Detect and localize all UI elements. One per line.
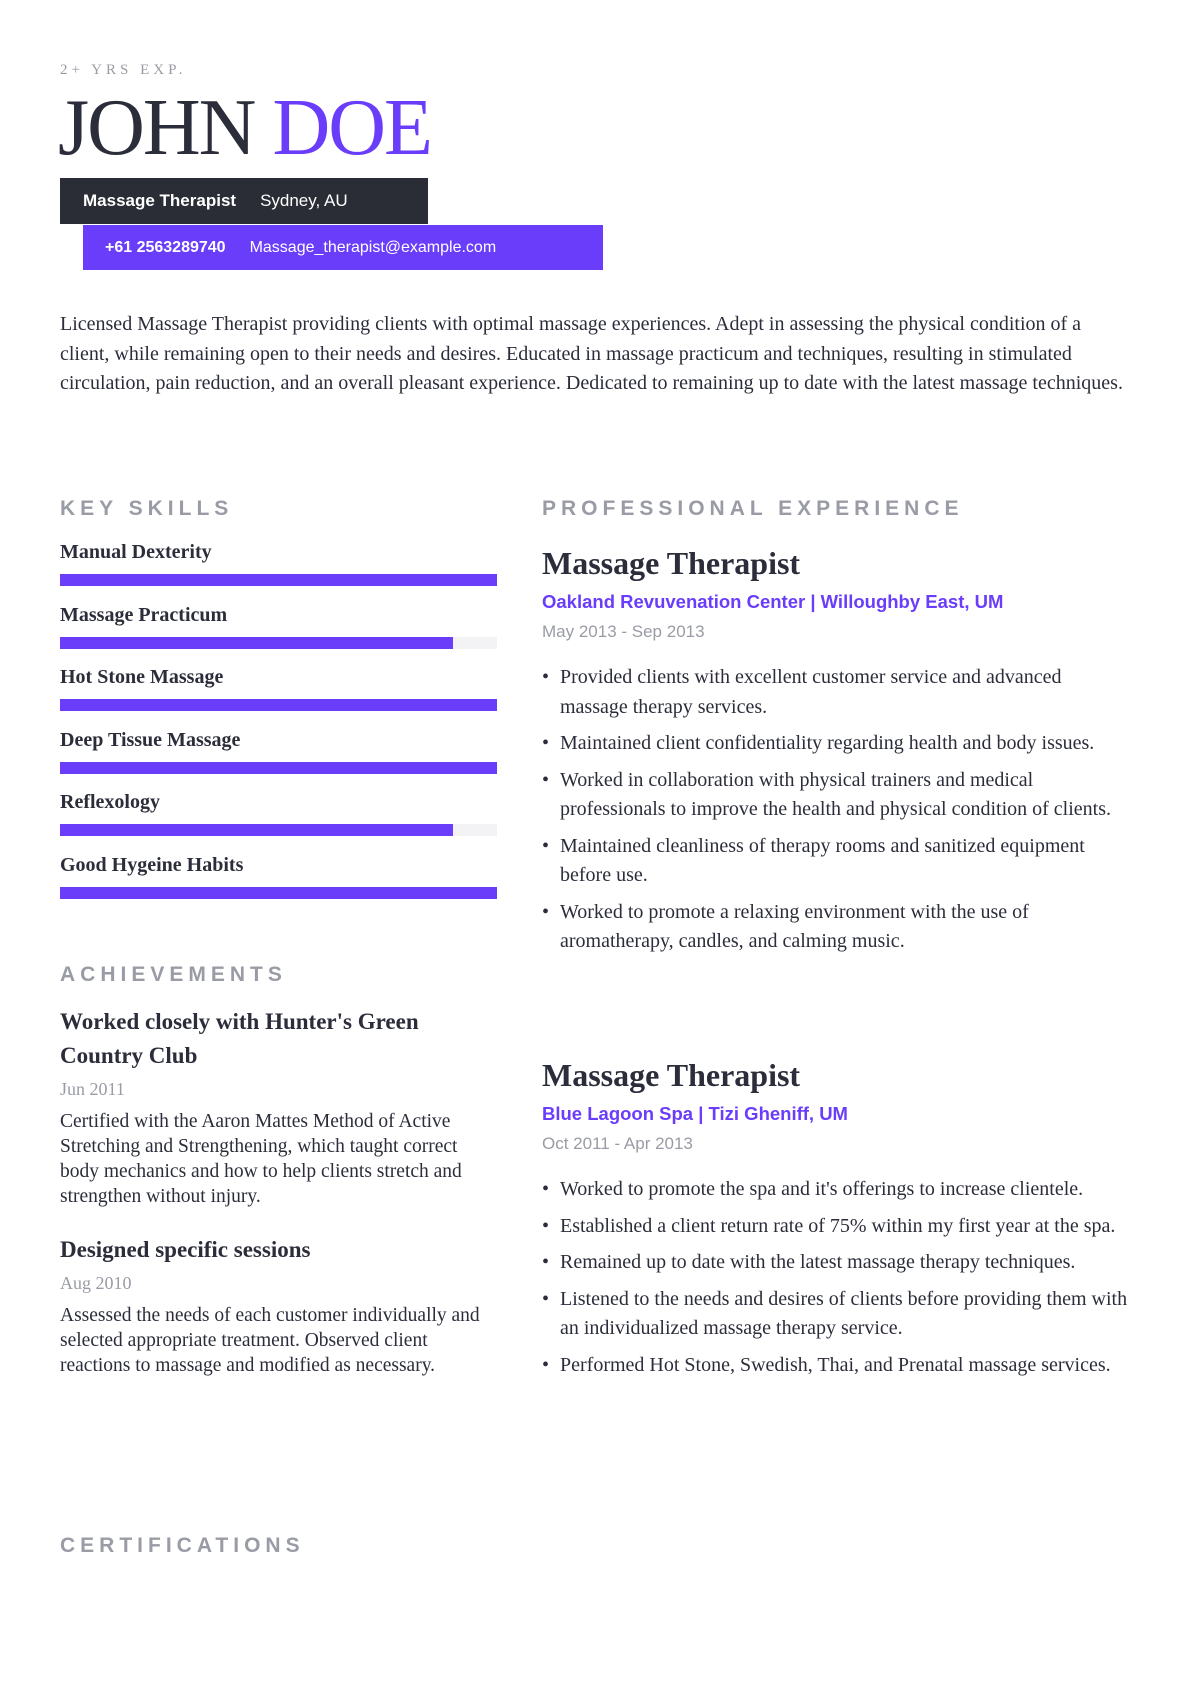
certifications-heading: CERTIFICATIONS (60, 1534, 305, 1557)
skill-name: Massage Practicum (60, 603, 228, 626)
skill-name: Manual Dexterity (60, 541, 212, 563)
job-bullet: • Performed Hot Stone, Swedish, Thai, and Prenatal massage services. (542, 1351, 1132, 1381)
skill-item (60, 728, 497, 791)
skill-bar-fill (60, 887, 497, 899)
job-bullet: • Worked in collaboration with physical trainers and medical professionals to improve the health and physical condition of clients. (542, 766, 1132, 825)
summary: Licensed Massage Therapist providing clients with optimal massage experiences. Adept in assessing the physical condition of a client, while remaining open to their needs and desires. Educated in massage practicum and techniques, resulting in stimulated circulation, pain reduction, and an overall pleasant experience. Dedicated to remaining up to date with the latest massage techniques. (60, 313, 1123, 394)
job-position: Massage Therapist (542, 1057, 801, 1093)
title-location-bar (60, 178, 428, 224)
skill-bar (60, 887, 497, 899)
job-bullet: • Worked to promote a relaxing environment with the use of aromatherapy, candles, and calming music. (542, 898, 1132, 957)
last-name: DOE (272, 84, 431, 172)
location: Sydney, AU (260, 191, 348, 210)
phone[interactable]: +61 2563289740 (105, 238, 226, 256)
achievements-heading: ACHIEVEMENTS (60, 963, 287, 986)
achievement-title: Worked closely with Hunter's Green Country Club (60, 1009, 419, 1068)
skill-name: Deep Tissue Massage (60, 728, 241, 751)
skills-heading: KEY SKILLS (60, 497, 234, 520)
job-dates: Oct 2011 - Apr 2013 (542, 1134, 693, 1153)
skill-item (60, 603, 497, 666)
skill-item (60, 665, 497, 728)
job-bullets (542, 1175, 1132, 1380)
job-bullet: • Provided clients with excellent customer service and advanced massage therapy services. (542, 663, 1132, 722)
skills-list (60, 540, 497, 915)
skill-name: Good Hygeine Habits (60, 853, 244, 876)
skill-item (60, 853, 497, 916)
email[interactable]: Massage_therapist@example.com (249, 238, 497, 256)
skill-bar (60, 699, 497, 711)
skill-bar (60, 824, 497, 836)
skill-item (60, 540, 497, 603)
skill-bar-fill (60, 574, 497, 586)
job-entry (542, 1056, 1132, 1387)
skill-name: Hot Stone Massage (60, 666, 224, 688)
achievement-description: Certified with the Aaron Mattes Method of Active Stretching and Strengthening, which taught correct body mechanics and how to help clients stretch and strengthen without injury. (60, 1111, 462, 1207)
skill-bar-fill (60, 762, 497, 774)
achievement-item (60, 1233, 480, 1378)
contact-bar (83, 225, 603, 270)
candidate-name (58, 86, 431, 170)
job-bullets (542, 663, 1132, 957)
achievement-item (60, 1005, 480, 1209)
job-bullet: • Remained up to date with the latest massage therapy techniques. (542, 1248, 1132, 1278)
job-title: Massage Therapist (83, 191, 237, 210)
achievement-description: Assessed the needs of each customer individually and selected appropriate treatment. Observed client reactions to massage and modified as necessary. (60, 1305, 480, 1376)
job-bullet: • Maintained cleanliness of therapy rooms and sanitized equipment before use. (542, 832, 1132, 891)
job-bullet: • Maintained client confidentiality regarding health and body issues. (542, 729, 1132, 759)
job-position: Massage Therapist (542, 545, 801, 581)
skill-bar-fill (60, 637, 453, 649)
job-dates: May 2013 - Sep 2013 (542, 622, 705, 641)
skill-bar (60, 637, 497, 649)
experience-years: 2+ YRS EXP. (60, 62, 187, 78)
skill-bar-fill (60, 699, 497, 711)
job-bullet: • Worked to promote the spa and it's offerings to increase clientele. (542, 1175, 1132, 1205)
skill-bar-fill (60, 824, 453, 836)
job-company: Blue Lagoon Spa | Tizi Gheniff, UM (542, 1103, 848, 1124)
achievements-list (60, 1005, 480, 1378)
job-entry (542, 544, 1132, 964)
first-name: JOHN (58, 84, 255, 172)
skill-item (60, 790, 497, 853)
skill-bar (60, 762, 497, 774)
skill-name: Reflexology (60, 791, 160, 813)
achievement-date: Aug 2010 (60, 1273, 132, 1293)
job-bullet: • Established a client return rate of 75% within my first year at the spa. (542, 1212, 1132, 1242)
skill-bar (60, 574, 497, 586)
job-company: Oakland Revuvenation Center | Willoughby East, UM (542, 591, 1004, 612)
job-bullet: • Listened to the needs and desires of clients before providing them with an individualized massage therapy service. (542, 1285, 1132, 1344)
experience-heading: PROFESSIONAL EXPERIENCE (542, 497, 964, 520)
achievement-date: Jun 2011 (60, 1079, 125, 1099)
achievement-title: Designed specific sessions (60, 1237, 311, 1262)
